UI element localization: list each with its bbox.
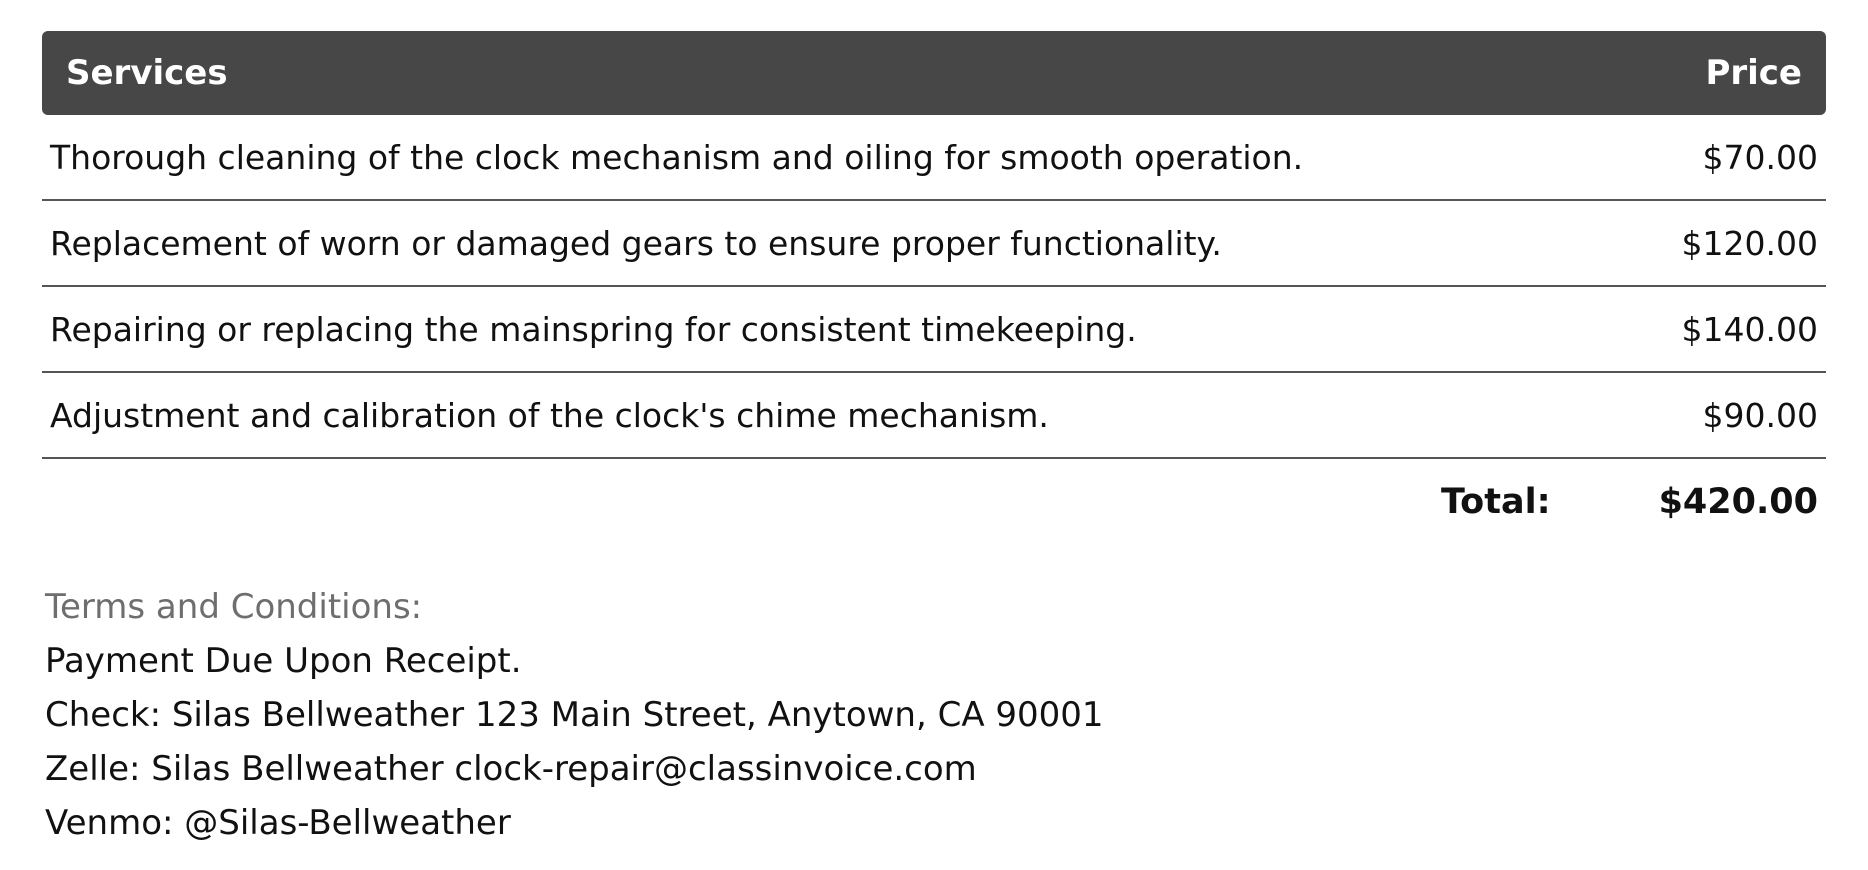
service-rows	[42, 115, 1826, 459]
table-header	[42, 31, 1826, 115]
total-row	[42, 459, 1826, 545]
zelle-payment-info: Zelle: Silas Bellweather clock-repair@classinvoice.com	[45, 749, 977, 789]
service-price: $70.00	[1702, 137, 1818, 177]
price-column-header: Price	[1705, 53, 1802, 93]
check-payment-info: Check: Silas Bellweather 123 Main Street, Anytown, CA 90001	[45, 695, 1104, 735]
terms-and-conditions	[45, 580, 1104, 850]
table-row	[42, 287, 1826, 373]
table-row	[42, 201, 1826, 287]
terms-title: Terms and Conditions:	[45, 587, 423, 627]
table-row	[42, 115, 1826, 201]
service-description: Thorough cleaning of the clock mechanism and oiling for smooth operation.	[50, 137, 1304, 177]
service-price: $120.00	[1681, 223, 1818, 263]
venmo-payment-info: Venmo: @Silas-Bellweather	[45, 803, 511, 843]
service-description: Repairing or replacing the mainspring for consistent timekeeping.	[50, 309, 1137, 349]
service-price: $140.00	[1681, 309, 1818, 349]
service-description: Replacement of worn or damaged gears to ensure proper functionality.	[50, 223, 1222, 263]
table-row	[42, 373, 1826, 459]
service-price: $90.00	[1702, 395, 1818, 435]
total-value: $420.00	[1658, 482, 1818, 522]
service-description: Adjustment and calibration of the clock's chime mechanism.	[50, 395, 1049, 435]
payment-terms: Payment Due Upon Receipt.	[45, 641, 522, 681]
services-table	[42, 31, 1826, 545]
total-label: Total:	[1440, 482, 1551, 522]
services-column-header: Services	[66, 53, 228, 93]
